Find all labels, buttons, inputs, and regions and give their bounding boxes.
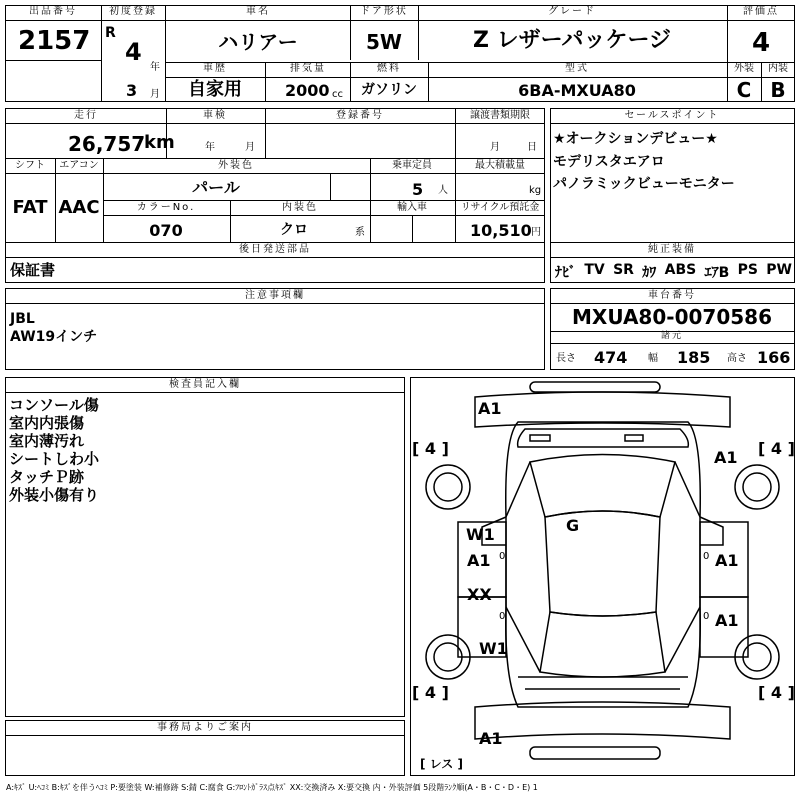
dimensions-label: 諸元 [660,331,684,341]
inspection-month-unit: 月 [245,142,255,153]
fuel: ガソリン [361,82,417,98]
max-load-unit: kg [529,185,542,196]
capacity-label: 乗車定員 [392,160,432,171]
office-label: 事務局よりご案内 [157,722,253,733]
left-rear-fender-mark: W1 [479,639,508,658]
lot-number: 2157 [18,26,91,56]
chassis-number: MXUA80-0070586 [572,305,772,329]
first-reg-label: 初度登録 [109,6,157,17]
door-label: ドア形状 [360,6,408,17]
inspector-note: コンソール傷 [9,396,99,414]
equipment-item: ｶﾜ [642,265,657,281]
int-color-unit: 系 [355,227,365,238]
capacity: 5 [412,180,424,199]
mileage: 26,757 [68,132,146,156]
first-reg-month: 3 [126,81,138,100]
door-zero-mark: 0 [703,611,710,622]
shift: FAT [12,197,48,218]
capacity-unit: 人 [438,185,448,196]
selling-points-label: セールスポイント [624,110,720,121]
transfer-label: 譲渡書類期限 [470,110,530,121]
history: 自家用 [188,79,242,100]
inspector-label: 検査員記入欄 [169,379,241,390]
grade-label: グレード [548,6,596,17]
car-diagram [410,377,795,776]
lot-no-label: 出品番号 [29,6,77,17]
note-line-2: AW19インチ [10,329,98,345]
inspection-year-unit: 年 [205,142,215,153]
color-no: 070 [149,221,183,240]
color-no-label: カラーNo. [136,202,196,213]
selling-point-1: ★オークションデビュー★ [553,131,718,147]
tire-rear-right: [ 4 ] [758,683,795,702]
registration-label: 登録番号 [336,110,384,121]
equipment-item: TV [584,262,605,278]
first-reg-era: R [105,25,116,41]
recycle-label: リサイクル預託金 [460,202,540,213]
int-color: クロ [280,222,308,238]
exterior-grade: C [736,78,752,102]
import-label: 輸入車 [397,202,427,213]
history-label: 車歴 [203,63,227,74]
model-code: 6BA-MXUA80 [518,81,636,100]
inspector-note: 室内薄汚れ [9,432,85,450]
inspector-note: 外装小傷有り [9,486,100,504]
recycle-unit: 円 [531,227,541,238]
deferred-parts: 保証書 [10,261,56,279]
height-label: 高さ [727,353,747,364]
equipment-list [555,262,792,282]
equipment-item: PW [766,262,792,278]
inspection-label: 車検 [203,110,227,121]
inspector-note: シートしわ小 [9,450,100,468]
door-zero-mark: 0 [703,551,710,562]
inspector-notes [9,396,99,504]
aircon: AAC [58,197,100,218]
mileage-unit: km [144,132,175,153]
fuel-label: 燃料 [377,63,401,74]
exterior-label: 外装 [734,63,754,74]
shift-label: シフト [15,160,45,171]
equipment-item: SR [613,262,634,278]
selling-point-2: モデリスタエアロ [553,154,665,170]
interior-grade: B [770,78,786,102]
inspector-note: 室内内張傷 [9,414,85,432]
spare-tire-mark: [ レス ] [420,757,463,771]
recycle-fee: 10,510 [470,221,532,240]
int-color-label: 内装色 [282,202,318,213]
equipment-item: PS [737,262,758,278]
note-line-1: JBL [10,311,35,327]
displacement-label: 排気量 [290,63,326,74]
height: 166 [757,348,791,367]
equipment-label: 純正装備 [648,244,696,255]
left-front-fender-mark: A1 [714,448,738,467]
interior-label: 内装 [768,63,788,74]
tire-rear-left: [ 4 ] [412,683,449,702]
length: 474 [594,348,628,367]
car-name-label: 車名 [246,6,270,17]
left-front-door-mark: A1 [467,551,491,570]
score: 4 [751,28,771,58]
grade: Z レザーパッケージ [472,28,672,53]
tire-front-right: [ 4 ] [758,439,795,458]
door-type: 5W [366,30,402,54]
first-reg-month-unit: 月 [150,89,160,100]
right-rear-door-mark: A1 [715,611,739,630]
ext-color: パール [192,178,240,197]
notes-label: 注意事項欄 [245,290,305,301]
chassis-label: 車台番号 [648,290,696,301]
equipment-item: ｴｱB [704,265,730,281]
equipment-item: ﾅﾋﾞ [555,265,576,281]
displacement-unit: cc [332,89,343,100]
rear-bumper-mark: A1 [479,729,503,748]
transfer-month-unit: 月 [490,142,500,153]
first-reg-year: 4 [125,38,142,66]
equipment-item: ABS [664,262,697,278]
tire-front-left: [ 4 ] [412,439,449,458]
left-front-door-top-mark: W1 [466,525,495,544]
legend: A:ｷｽﾞ U:ﾍｺﾐ B:ｷｽﾞを伴うﾍｺﾐ P:要塗装 W:補修跡 S:錆 C:腐食 G:ﾌﾛﾝﾄｶﾞﾗｽ点ｷｽﾞ XX:交換済み X:要交換 内・外装評価 5段階ﾗﾝｸ順(A・B・C・D・E) 1 [6,783,538,792]
mileage-label: 走行 [74,110,98,121]
windshield-mark: G [566,516,580,535]
right-front-door-mark: A1 [715,551,739,570]
aircon-label: エアコン [59,160,99,171]
score-label: 評価点 [743,6,779,17]
transfer-day-unit: 日 [527,142,537,153]
width: 185 [677,348,711,367]
door-zero-mark: 0 [499,551,506,562]
selling-point-3: パノラミックビューモニター [553,176,735,192]
inspector-note: タッチＰ跡 [9,468,85,486]
left-rear-door-mark: XX [467,585,492,604]
length-label: 長さ [556,353,576,364]
width-label: 幅 [648,353,658,364]
max-load-label: 最大積載量 [475,160,525,171]
first-reg-year-unit: 年 [150,62,160,73]
car-name: ハリアー [218,30,298,54]
ext-color-label: 外装色 [218,160,254,171]
front-bumper-mark: A1 [478,399,502,418]
door-zero-mark: 0 [499,611,506,622]
model-label: 型式 [565,63,589,74]
deferred-parts-label: 後日発送部品 [239,244,311,255]
displacement: 2000 [285,81,330,100]
